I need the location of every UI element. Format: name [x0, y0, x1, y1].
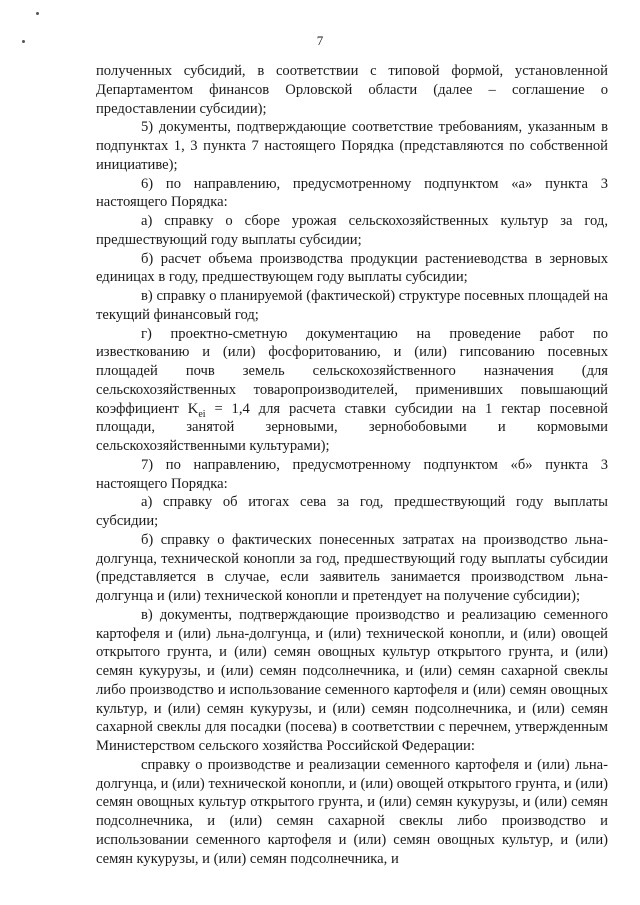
paragraph: а) справку о сборе урожая сельскохозяйственных культур за год, предшествующий году выплаты субсидии; [96, 213, 608, 248]
paragraph: в) справку о планируемой (фактической) структуре посевных площадей на текущий финансовый год; [96, 288, 608, 323]
paragraph: полученных субсидий, в соответствии с типовой формой, установленной Департаментом финансов Орловской области (далее – соглашение о предоставлении субсидии); [96, 63, 608, 117]
paragraph: справку о производстве и реализации семенного картофеля и (или) льна-долгунца, и (или) технической конопли, и (или) овощей открытого грунта, и (или) семян овощных культур открытого грунта, и (или) семян кукурузы, и (или) семян подсолнечника, и (или) семян сахарной свеклы либо производство и использовании семенного картофеля и (или) семян овощных культур, и (или) семян кукурузы, и (или) семян подсолнечника, и [96, 756, 608, 867]
paragraph: в) документы, подтверждающие производство и реализацию семенного картофеля и (или) льна-долгунца, и (или) технической конопли, и (или) овощей открытого грунта, и (или) семян овощных культур открытого грунта, и (или) семян кукурузы, и (или) семян подсолнечника, и (или) семян сахарной свеклы либо производство и использование семенного картофеля и (или) семян овощных культур, и (или) семян кукурузы, и (или) семян подсолнечника, и (или) семян сахарной свеклы для посадки (посева) в соответствии с перечнем, утвержденным Министерством сельского хозяйства Российской Федерации: [96, 606, 608, 754]
paragraph: 6) по направлению, предусмотренному подпунктом «а» пункта 3 настоящего Порядка: [96, 175, 608, 211]
paragraph: б) расчет объема производства продукции растениеводства в зерновых единицах в году, предшествующем году выплаты субсидии; [96, 250, 608, 286]
page-number: 7 [316, 33, 324, 48]
scan-dot [36, 12, 39, 15]
coefficient-subscript: ei [198, 408, 206, 420]
paragraph: 7) по направлению, предусмотренному подпунктом «б» пункта 3 настоящего Порядка: [96, 456, 608, 492]
document-body [96, 62, 608, 868]
paragraph: б) справку о фактических понесенных затратах на производство льна-долгунца, технической конопли за год, предшествующий году выплаты субсидии (представляется в случае, если заявитель занимается производством льна-долгунца и (или) технической конопли и претендует на получение субсидии); [96, 531, 608, 604]
paragraph: г) проектно-сметную документацию на проведение работ по известкованию и (или) фосфоритованию, и (или) гипсованию посевных площадей почв земель сельскохозяйственного назначения (для сельскохозяйственных товаропроизводителей, применивших повышающий коэффициент $K_{ei} = 1,4$ для расчета ставки субсидии на 1 гектар посевной площади, занятой зерновыми, зернобобовыми и кормовыми сельскохозяйственными культурами); [96, 325, 608, 454]
paragraph: а) справку об итогах сева за год, предшествующий году выплаты субсидии; [96, 494, 608, 529]
paragraph: 5) документы, подтверждающие соответствие требованиям, указанным в подпунктах 1, 3 пункта 7 настоящего Порядка (представляются по собственной инициативе); [96, 119, 608, 173]
